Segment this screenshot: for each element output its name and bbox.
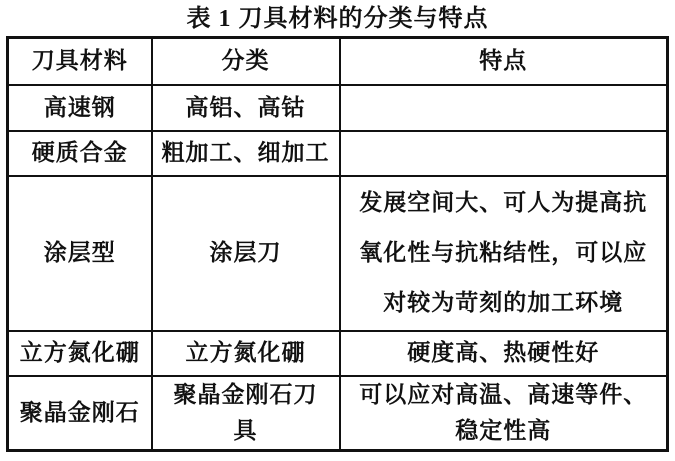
cell-material: 硬质合金: [8, 131, 152, 176]
header-category: 分类: [152, 38, 340, 85]
cell-features: [340, 85, 668, 131]
cell-category: 聚晶金刚石刀具: [152, 376, 340, 451]
table-row: [8, 131, 668, 176]
cell-material: 高速钢: [8, 85, 152, 131]
table-row: [8, 176, 668, 331]
cell-category: 立方氮化硼: [152, 331, 340, 376]
cell-features: 可以应对高温、高速等件、稳定性高: [340, 376, 668, 451]
cell-features: [340, 131, 668, 176]
cell-material: 立方氮化硼: [8, 331, 152, 376]
table-caption: 表 1 刀具材料的分类与特点: [186, 6, 489, 32]
cell-material: 聚晶金刚石: [8, 376, 152, 451]
tool-materials-table: [6, 36, 669, 452]
header-features: 特点: [340, 38, 668, 85]
table-row: [8, 85, 668, 131]
cell-category: 涂层刀: [152, 176, 340, 331]
cell-features: 硬度高、热硬性好: [340, 331, 668, 376]
header-row: [8, 38, 668, 85]
cell-category: 高铝、高钴: [152, 85, 340, 131]
table-row: [8, 376, 668, 451]
cell-features: 发展空间大、可人为提高抗氧化性与抗粘结性，可以应对较为苛刻的加工环境: [340, 176, 668, 331]
table-row: [8, 331, 668, 376]
cell-material: 涂层型: [8, 176, 152, 331]
cell-category: 粗加工、细加工: [152, 131, 340, 176]
header-material: 刀具材料: [8, 38, 152, 85]
